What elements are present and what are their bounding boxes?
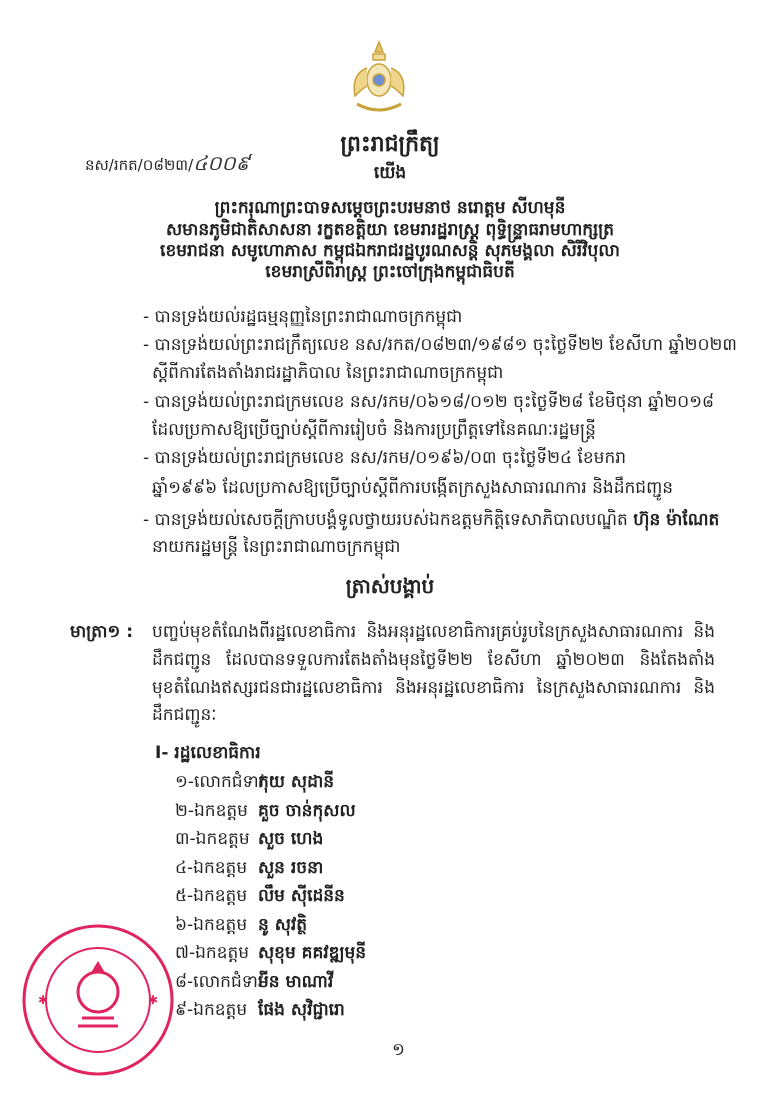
person-title: ៩-ឯកឧត្តម: [175, 1000, 248, 1020]
person-title: ៨-លោកជំទាវ: [175, 971, 264, 992]
person-title: ១-លោកជំទាវ: [175, 772, 265, 792]
person-title: ៦-ឯកឧត្តម: [175, 914, 248, 935]
article-line: មុខតំណែងឥស្សរជនជារដ្ឋលេខាធិការ និងអនុរដ្ឋលេខាធិការ នៃក្រសួងសាធារណការ និង: [152, 678, 715, 698]
page-number: ១: [392, 1040, 405, 1060]
person-name: សុខុម គគវឌ្ឍមុនី: [258, 943, 367, 963]
consideration-item-cont: ដែលប្រកាសឱ្យប្រើច្បាប់ស្តីពីការរៀបចំ និងការប្រព្រឹត្តទៅនៃគណៈរដ្ឋមន្ត្រី: [152, 420, 596, 440]
we-heading: យើង: [373, 163, 407, 183]
person-name: គួច ចាន់កុសល: [258, 800, 356, 821]
consideration-text: - បានទ្រង់យល់សេចក្តីក្រាបបង្គំទូលថ្វាយរបស់ឯកឧត្តមកិត្តិទេសាភិបាលបណ្ឌិត: [143, 510, 628, 530]
king-title-line: សមានភូមិជាតិសាសនា រក្ខតខត្តិយា ខេមរារដ្ឋរាស្ត្រ ពុទ្ធិន្ទ្រាធរាមហាក្សត្រ: [165, 220, 615, 240]
decree-heading: ត្រាស់បង្គាប់: [345, 574, 435, 598]
article-line: ដឹកជញ្ជូនៈ: [152, 705, 217, 725]
person-name: ផែង សុវិជ្ជារោ: [258, 1000, 345, 1020]
document-title: ព្រះរាជក្រឹត្យ: [340, 132, 440, 157]
royal-coat-of-arms-emblem: [343, 38, 415, 118]
consideration-item-cont: នាយករដ្ឋមន្ត្រី នៃព្រះរាជាណាចក្រកម្ពុជា: [152, 537, 401, 557]
person-name: សួន រចនា: [258, 857, 324, 878]
person-name: នូ សុវត្ថិ: [258, 914, 308, 935]
article-line: ដឹកជញ្ជូន ដែលបានទទួលការតែងតាំងមុនថ្ងៃទី២២ ខែសីហា ឆ្នាំ២០២៣ និងតែងតាំង: [152, 650, 715, 670]
consideration-item: - បានទ្រង់យល់រដ្ឋធម្មនុញ្ញនៃព្រះរាជាណាចក្រកម្ពុជា: [143, 307, 463, 327]
king-title-line: ខេមរាជនា សមូហោភាស កម្ពុជឯករាជរដ្ឋបូរណសន្តិ សុភមង្គលា សិរីវិបុលា: [160, 241, 620, 261]
consideration-item: - បានទ្រង់យល់ព្រះរាជក្រឹត្យលេខ នស/រកត/០៨២៣/១៩៨១ ចុះថ្ងៃទី២២ ខែសីហា ឆ្នាំ២០២៣: [143, 335, 737, 355]
consideration-item: - បានទ្រង់យល់ព្រះរាជក្រមលេខ នស/រកម/០៦១៨/០១២ ចុះថ្ងៃទី២៨ ខែមិថុនា ឆ្នាំ២០១៨: [143, 392, 715, 412]
consideration-item: [143, 506, 719, 534]
person-title: ៥-ឯកឧត្តម: [175, 886, 248, 906]
article-label: មាត្រា១ :: [70, 622, 134, 642]
article-line: បញ្ចប់មុខតំណែងពីរដ្ឋលេខាធិការ និងអនុរដ្ឋលេខាធិការគ្រប់រូបនៃក្រសួងសាធារណការ និង: [152, 622, 715, 642]
svg-text:✱: ✱: [148, 993, 159, 1007]
person-title: ៤-ឯកឧត្តម: [175, 857, 248, 878]
consideration-item-cont: ឆ្នាំ១៩៩៦ ដែលប្រកាសឱ្យប្រើច្បាប់ស្តីពីការបង្កើតក្រសួងសាធារណការ និងដឹកជញ្ជូន: [152, 478, 674, 498]
person-name: សួច ហេង: [258, 829, 324, 849]
decree-number-prefix: នស/រកត/០៨២៣/: [85, 156, 194, 174]
section-heading: I- រដ្ឋលេខាធិការ: [155, 743, 261, 763]
person-title: ៣-ឯកឧត្តម: [175, 829, 250, 849]
person-name: កុយ សុដានី: [258, 772, 335, 792]
svg-text:✱: ✱: [38, 993, 49, 1007]
consideration-item-cont: ស្តីពីការតែងតាំងរាជរដ្ឋាភិបាល នៃព្រះរាជាណាចក្រកម្ពុជា: [152, 363, 504, 383]
king-title-line: ព្រះករុណាព្រះបាទសម្តេចព្រះបរមនាថ នរោត្តម សីហមុនី: [214, 198, 566, 218]
prime-minister-name: ហ៊ុន ម៉ាណែត: [633, 510, 720, 530]
person-name: មីន មាណាវី: [258, 971, 334, 992]
consideration-item: - បានទ្រង់យល់ព្រះរាជក្រមលេខ នស/រកម/០១៩៦/០៣ ចុះថ្ងៃទី២៤ ខែមករា: [143, 448, 627, 468]
person-name: លឹម ស៊ីដេនីន: [258, 886, 345, 906]
decree-number-handwritten: ៤០០៩: [193, 151, 250, 175]
royal-palace-seal-stamp: [20, 922, 176, 1078]
person-title: ៧-ឯកឧត្តម: [175, 943, 250, 963]
king-title-line: ខេមរាស្រីពិរាស្ត្រ ព្រះចៅក្រុងកម្ពុជាធិបតី: [265, 262, 515, 282]
person-title: ២-ឯកឧត្តម: [175, 800, 248, 821]
